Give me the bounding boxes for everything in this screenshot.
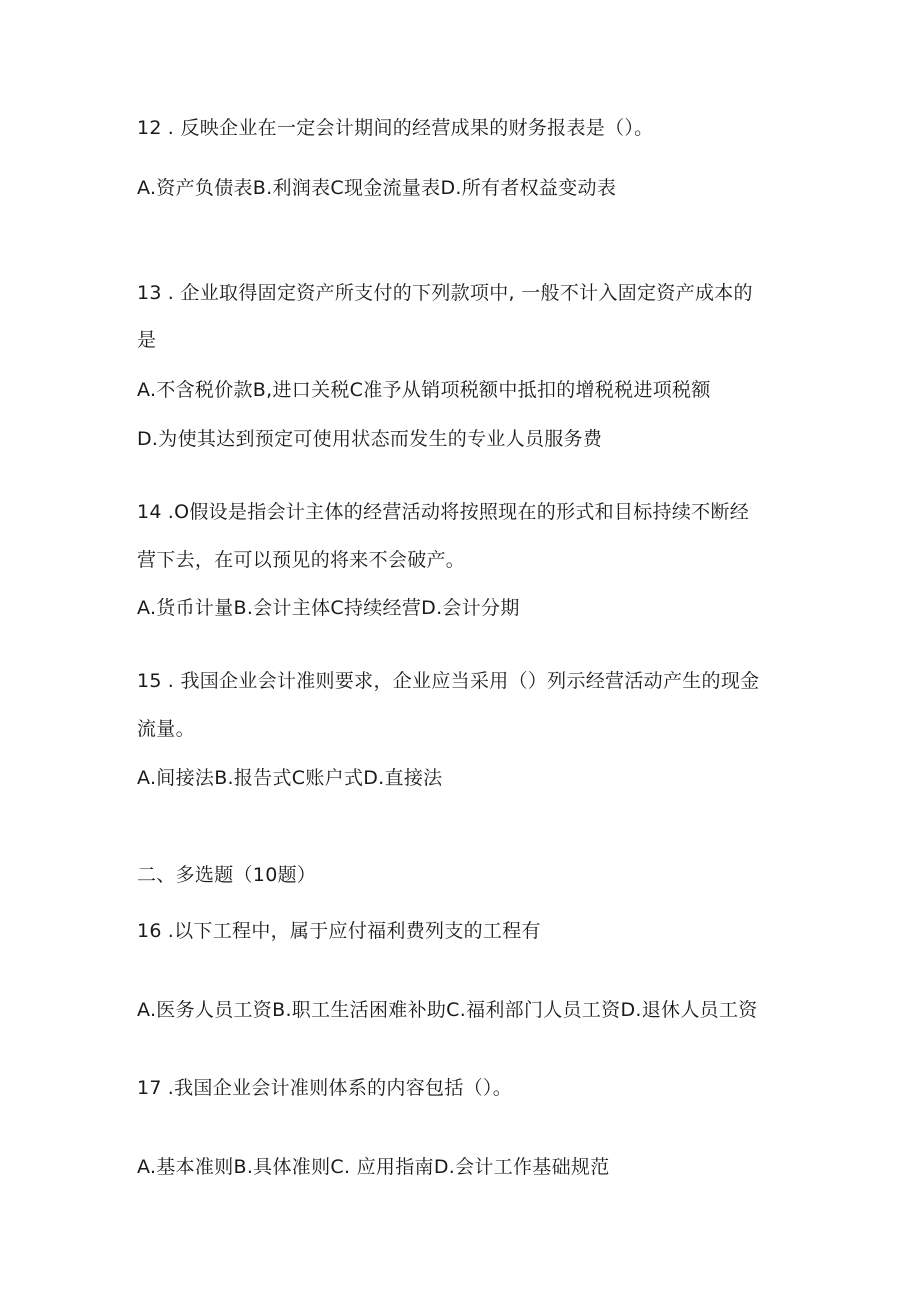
question-text: . 反映企业在一定会计期间的经营成果的财务报表是（）。 — [167, 117, 654, 139]
question-16-options: A.医务人员工资B.职工生活困难补助C.福利部门人员工资D.退休人员工资 — [137, 999, 758, 1021]
section-heading: 二、多选题（10题） — [137, 864, 317, 886]
question-12-stem — [137, 114, 653, 142]
question-13-options-line1: A.不含税价款B,进口关税C准予从销项税额中抵扣的增税税进项税额 — [137, 379, 711, 401]
question-12-options: A.资产负债表B.利润表C现金流量表D.所有者权益变动表 — [137, 177, 617, 199]
question-14-stem-cont: 营下去，在可以预见的将来不会破产。 — [137, 549, 466, 571]
question-number: 13 — [137, 282, 162, 304]
question-text: . 我国企业会计准则要求，企业应当采用（）列示经营活动产生的现金 — [167, 670, 760, 692]
question-number: 17 — [137, 1077, 162, 1099]
question-number: 15 — [137, 670, 162, 692]
question-15-stem-cont: 流量。 — [137, 718, 195, 740]
question-17-options: A.基本准则B.具体准则C. 应用指南D.会计工作基础规范 — [137, 1156, 610, 1178]
question-14-stem — [137, 498, 749, 526]
question-text: . 企业取得固定资产所支付的下列款项中, 一般不计入固定资产成本的 — [167, 282, 753, 304]
question-number: 16 — [137, 920, 162, 942]
question-15-options: A.间接法B.报告式C账户式D.直接法 — [137, 767, 443, 789]
question-16-stem — [137, 917, 541, 945]
question-text: .以下工程中，属于应付福利费列支的工程有 — [167, 920, 541, 942]
question-13-stem-cont: 是 — [137, 329, 157, 351]
question-14-options: A.货币计量B.会计主体C持续经营D.会计分期 — [137, 597, 520, 619]
question-17-stem — [137, 1074, 512, 1102]
question-text: .O假设是指会计主体的经营活动将按照现在的形式和目标持续不断经 — [167, 501, 750, 523]
question-text: .我国企业会计准则体系的内容包括（）。 — [167, 1077, 513, 1099]
question-13-stem — [137, 279, 753, 307]
question-13-options-line2: D.为使其达到预定可使用状态而发生的专业人员服务费 — [137, 428, 603, 450]
question-number: 12 — [137, 117, 162, 139]
question-15-stem — [137, 667, 759, 695]
question-number: 14 — [137, 501, 162, 523]
